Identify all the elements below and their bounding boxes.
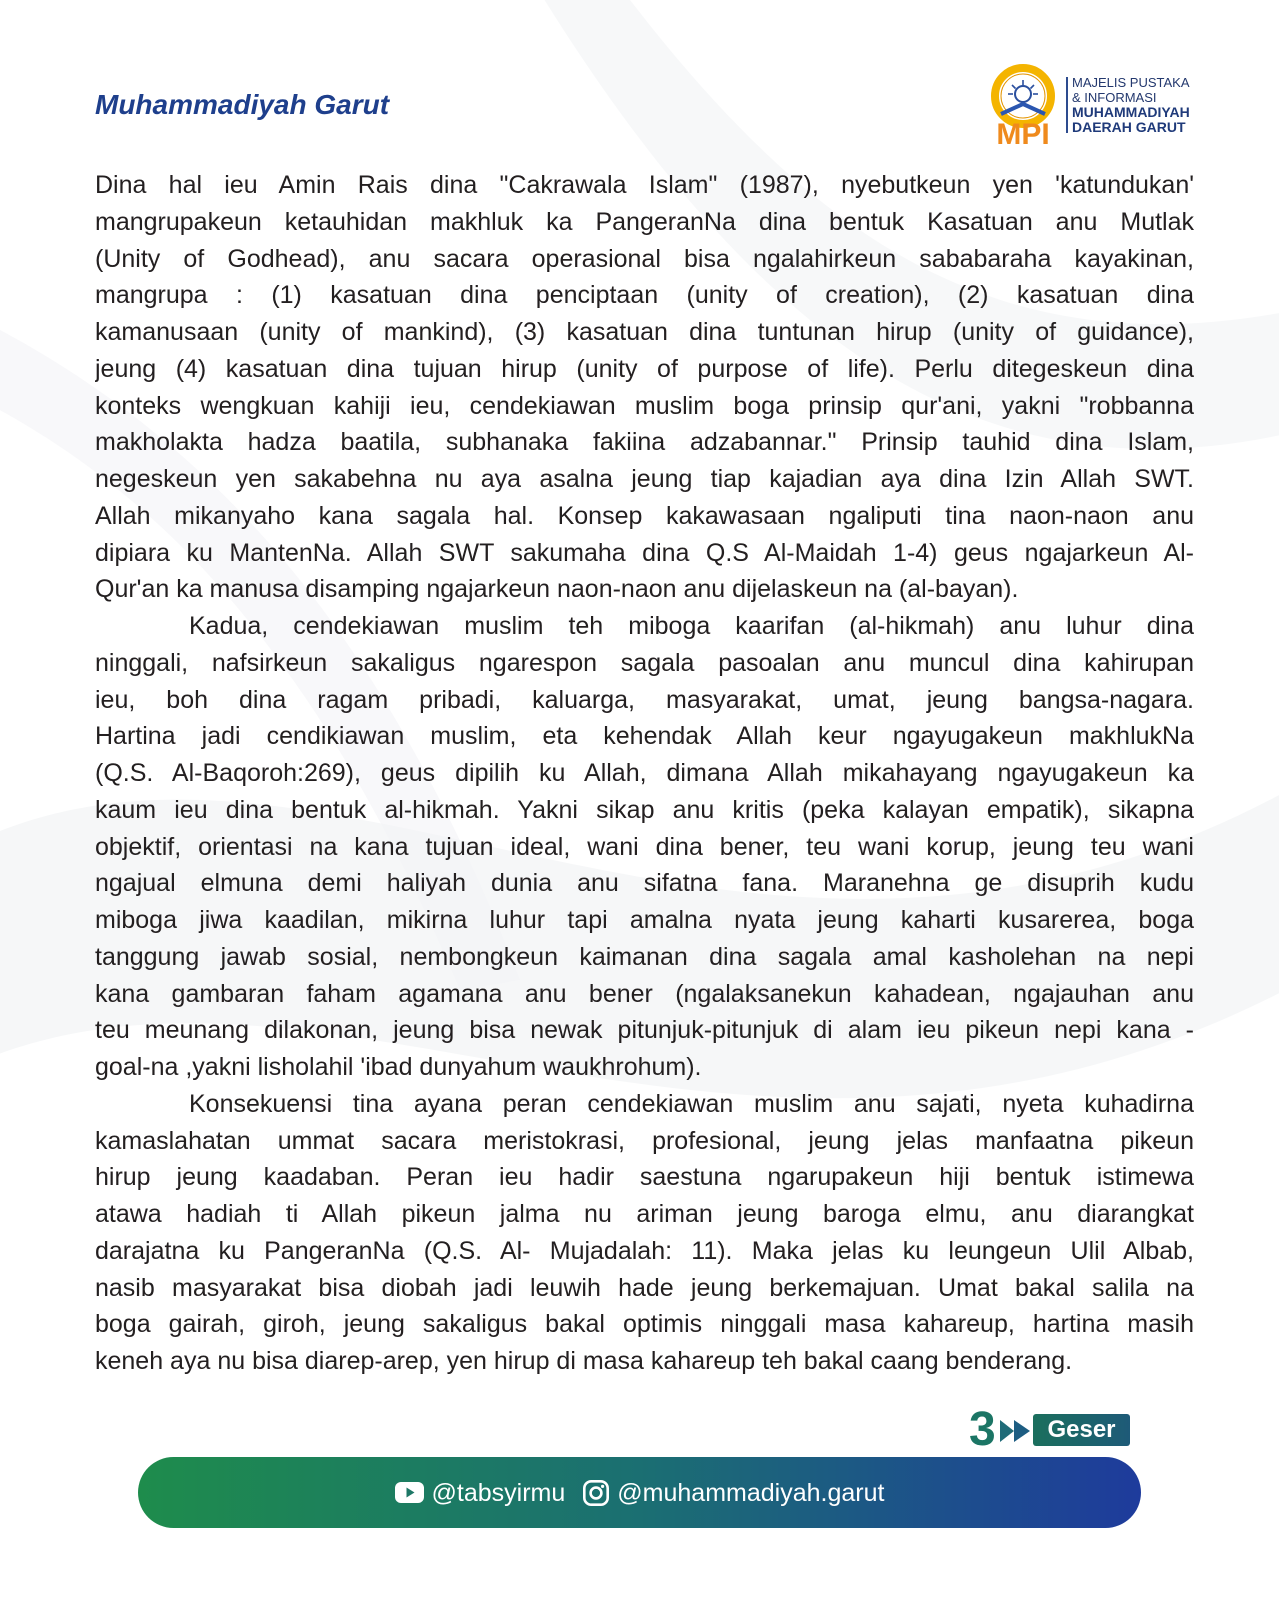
text-line: kamaslahatan ummat sacara meristokrasi, profesional, jeung jelas manfaatna pikeun [95,1126,1194,1155]
social-footer [138,1457,1141,1528]
youtube-icon [395,1482,424,1503]
text-line: makholakta hadza baatila, subhanaka fakiina adzabannar." Prinsip tauhid dina Islam, [95,428,1194,457]
text-line: darajatna ku PangeranNa (Q.S. Al- Mujadalah: 11). Maka jelas ku leungeun Ulil Albab, [95,1236,1194,1265]
text-line: jeung (4) kasatuan dina tujuan hirup (unity of purpose of life). Perlu ditegeskeun dina [95,354,1194,383]
youtube-link[interactable] [395,1478,566,1508]
text-line: ieu, boh dina ragam pribadi, kaluarga, masyarakat, umat, jeung bangsa-nagara. [95,685,1194,714]
logo-lettering: MPI [996,118,1050,146]
text-line: Qur'an ka manusa disamping ngajarkeun naon-naon anu dijelaskeun na (al-bayan). [95,575,1019,604]
text-line: mangrupa : (1) kasatuan dina penciptaan (unity of creation), (2) kasatuan dina [95,281,1194,310]
youtube-handle: @tabsyirmu [431,1478,566,1507]
organization-name-line: MAJELIS PUSTAKA [1072,75,1190,90]
text-line: (Q.S. Al-Baqoroh:269), geus dipilih ku Allah, dimana Allah mikahayang ngayugakeun ka [95,759,1194,787]
organization-name-line: MUHAMMADIYAH [1072,104,1190,120]
text-line: ninggali, nafsirkeun sakaligus ngarespon sagala pasoalan anu muncul dina kahirupan [95,648,1194,677]
text-line: kamanusaan (unity of mankind), (3) kasatuan dina tuntunan hirup (unity of guidance), [95,318,1194,346]
text-line: negeskeun yen sakabehna nu aya asalna jeung tiap kajadian aya dina Izin Allah SWT. [95,465,1194,493]
open-book-icon [1001,104,1045,114]
swipe-next-button[interactable]: Geser [1033,1414,1130,1446]
paragraph [95,167,1194,608]
text-line: dipiara ku MantenNa. Allah SWT sakumaha dina Q.S Al-Maidah 1-4) geus ngajarkeun Al- [95,538,1194,567]
text-line: ngajual elmuna demi haliyah dunia anu sifatna fana. Maranehna ge disuprih kudu [95,869,1194,898]
text-line: (Unity of Godhead), anu sacara operasional bisa ngalahirkeun sababaraha kayakinan, [95,244,1194,273]
paragraph [95,1086,1194,1380]
organization-name-line: & INFORMASI [1072,89,1157,105]
text-line: konteks wengkuan kahiji ieu, cendekiawan muslim boga prinsip qur'ani, yakni "robbanna [95,391,1194,420]
text-line: mangrupakeun ketauhidan makhluk ka PangeranNa dina bentuk Kasatuan anu Mutlak [95,207,1194,236]
article-body [95,167,1194,1380]
text-line: keneh aya nu bisa diarep-arep, yen hirup di masa kahareup teh bakal caang benderang. [95,1347,1073,1375]
text-line: teu meunang dilakonan, jeung bisa newak pitunjuk-pitunjuk di alam ieu pikeun nepi kana - [95,1016,1194,1045]
text-line: Allah mikanyaho kana sagala hal. Konsep kakawasaan ngaliputi tina naon-naon anu [95,501,1194,530]
paragraph [95,608,1194,1086]
text-line: kana gambaran faham agamana anu bener (ngalaksanekun kahadean, ngajauhan anu [95,979,1194,1008]
text-line: goal-na ,yakni lisholahil 'ibad dunyahum waukhrohum). [95,1053,702,1081]
text-line: boga gairah, giroh, jeung sakaligus bakal optimis ninggali masa kahareup, hartina masih [95,1310,1194,1339]
sun-icon [1008,80,1038,102]
page-number: 3 [969,1403,996,1456]
text-line: hirup jeung kaadaban. Peran ieu hadir saestuna ngarupakeun hiji bentuk istimewa [95,1163,1194,1192]
mpi-emblem-icon [981,60,1065,146]
instagram-handle: @muhammadiyah.garut [617,1478,885,1507]
text-line: miboga jiwa kaadilan, mikirna luhur tapi amalna nyata jeung kaharti kusarerea, boga [95,906,1194,934]
page-title: Muhammadiyah Garut [95,89,390,120]
organization-name-line: DAERAH GARUT [1072,118,1186,135]
text-line: atawa hadiah ti Allah pikeun jalma nu ariman jeung baroga elmu, anu diarangkat [95,1200,1194,1228]
organization-name [1072,76,1222,134]
text-line: tanggung jawab sosial, nembongkeun kaimanan dina sagala amal kasholehan na nepi [95,942,1194,971]
instagram-link[interactable] [583,1478,884,1508]
double-chevron-right-icon [999,1418,1031,1444]
text-line: nasib masyarakat bisa diobah jadi leuwih hade jeung berkemajuan. Umat bakal salila na [95,1273,1194,1302]
text-line: Dina hal ieu Amin Rais dina "Cakrawala Islam" (1987), nyebutkeun yen 'katundukan' [95,171,1194,199]
text-line: kaum ieu dina bentuk al-hikmah. Yakni sikap anu kritis (peka kalayan empatik), sikapna [95,795,1194,824]
instagram-icon [583,1480,609,1506]
text-line: Konsekuensi tina ayana peran cendekiawan muslim anu sajati, nyeta kuhadirna [189,1089,1194,1118]
text-line: Hartina jadi cendikiawan muslim, eta kehendak Allah keur ngayugakeun makhlukNa [95,722,1194,751]
text-line: Kadua, cendekiawan muslim teh miboga kaarifan (al-hikmah) anu luhur dina [189,612,1194,640]
logo-divider [1066,77,1068,133]
text-line: objektif, orientasi na kana tujuan ideal, wani dina bener, teu wani korup, jeung teu wani [95,832,1194,861]
